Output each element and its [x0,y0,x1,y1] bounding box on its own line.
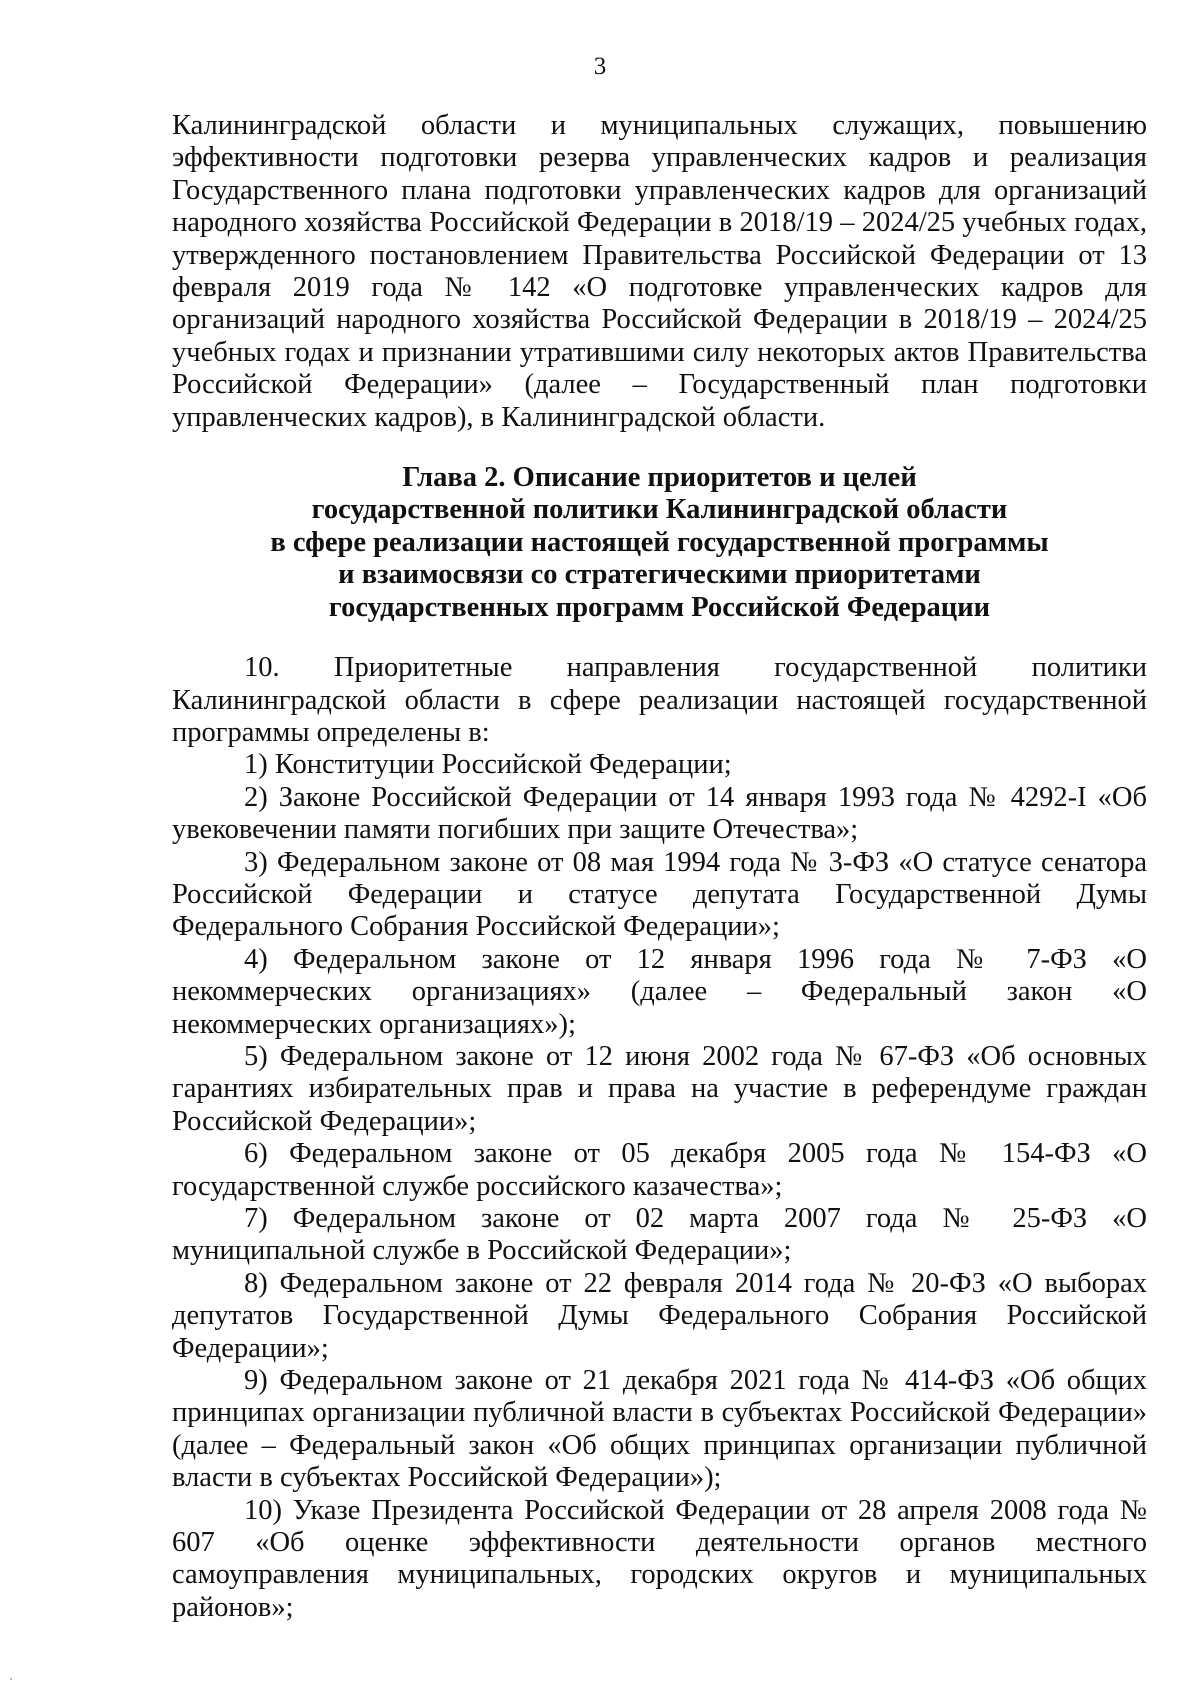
list-item: 2) Законе Российской Федерации от 14 января 1993 года № 4292-I «Об увековечении памяти погибших при защите Отечества»; [172,781,1147,846]
list-item: 3) Федеральном законе от 08 мая 1994 года № 3-ФЗ «О статусе сенатора Российской Федерации и статусе депутата Государственной Думы Федерального Собрания Российской Федерации»; [172,846,1147,943]
list-item: 4) Федеральном законе от 12 января 1996 года № 7-ФЗ «О некоммерческих организациях» (далее – Федеральный закон «О некоммерческих организациях»); [172,943,1147,1040]
list-item: 8) Федеральном законе от 22 февраля 2014 года № 20-ФЗ «О выборах депутатов Государственной Думы Федерального Собрания Российской Федерации»; [172,1267,1147,1364]
list-item: 5) Федеральном законе от 12 июня 2002 года № 67-ФЗ «Об основных гарантиях избирательных прав и права на участие в референдуме граждан Российской Федерации»; [172,1040,1147,1137]
chapter-title [172,462,1147,624]
intro-paragraph: Калининградской области и муниципальных служащих, повышению эффективности подготовки резерва управленческих кадров и реализация Государственного плана подготовки управленческих кадров для организаций народного хозяйства Российской Федерации в 2018/19 – 2024/25 учебных годах, утвержденного постановлением Правительства Российской Федерации от 13 февраля 2019 года № 142 «О подготовке управленческих кадров для организаций народного хозяйства Российской Федерации в 2018/19 – 2024/25 учебных годах и признании утратившими силу некоторых актов Правительства Российской Федерации» (далее – Государственный план подготовки управленческих кадров), в Калининградской области. [172,110,1147,433]
list-item: 9) Федеральном законе от 21 декабря 2021 года № 414-ФЗ «Об общих принципах организации публичной власти в субъектах Российской Федерации» (далее – Федеральный закон «Об общих принципах организации публичной власти в субъектах Российской Федерации»); [172,1365,1147,1494]
chapter-title-line: Глава 2. Описание приоритетов и целей [402,462,917,494]
paragraph-10: 10. Приоритетные направления государственной политики Калининградской области в сфере реализации настоящей государственной программы определены в: [172,652,1147,748]
chapter-title-line: государственных программ Российской Федерации [328,591,991,623]
legal-acts-list [172,749,1147,1624]
document-body [172,110,1147,1624]
scan-speck [10,1678,12,1680]
chapter-title-line: государственной политики Калининградской области [311,494,1008,526]
list-item: 1) Конституции Российской Федерации; [244,749,732,781]
list-item: 10) Указе Президента Российской Федерации от 28 апреля 2008 года № 607 «Об оценке эффективности деятельности органов местного самоуправления муниципальных, городских округов и муниципальных районов»; [172,1494,1147,1623]
chapter-title-line: и взаимосвязи со стратегическими приоритетами [338,559,981,591]
list-item: 7) Федеральном законе от 02 марта 2007 года № 25-ФЗ «О муниципальной службе в Российской Федерации»; [172,1203,1147,1267]
chapter-title-line: в сфере реализации настоящей государственной программы [270,526,1049,558]
page-number: 3 [593,53,607,80]
list-item: 6) Федеральном законе от 05 декабря 2005 года № 154-ФЗ «О государственной службе российского казачества»; [172,1138,1147,1202]
